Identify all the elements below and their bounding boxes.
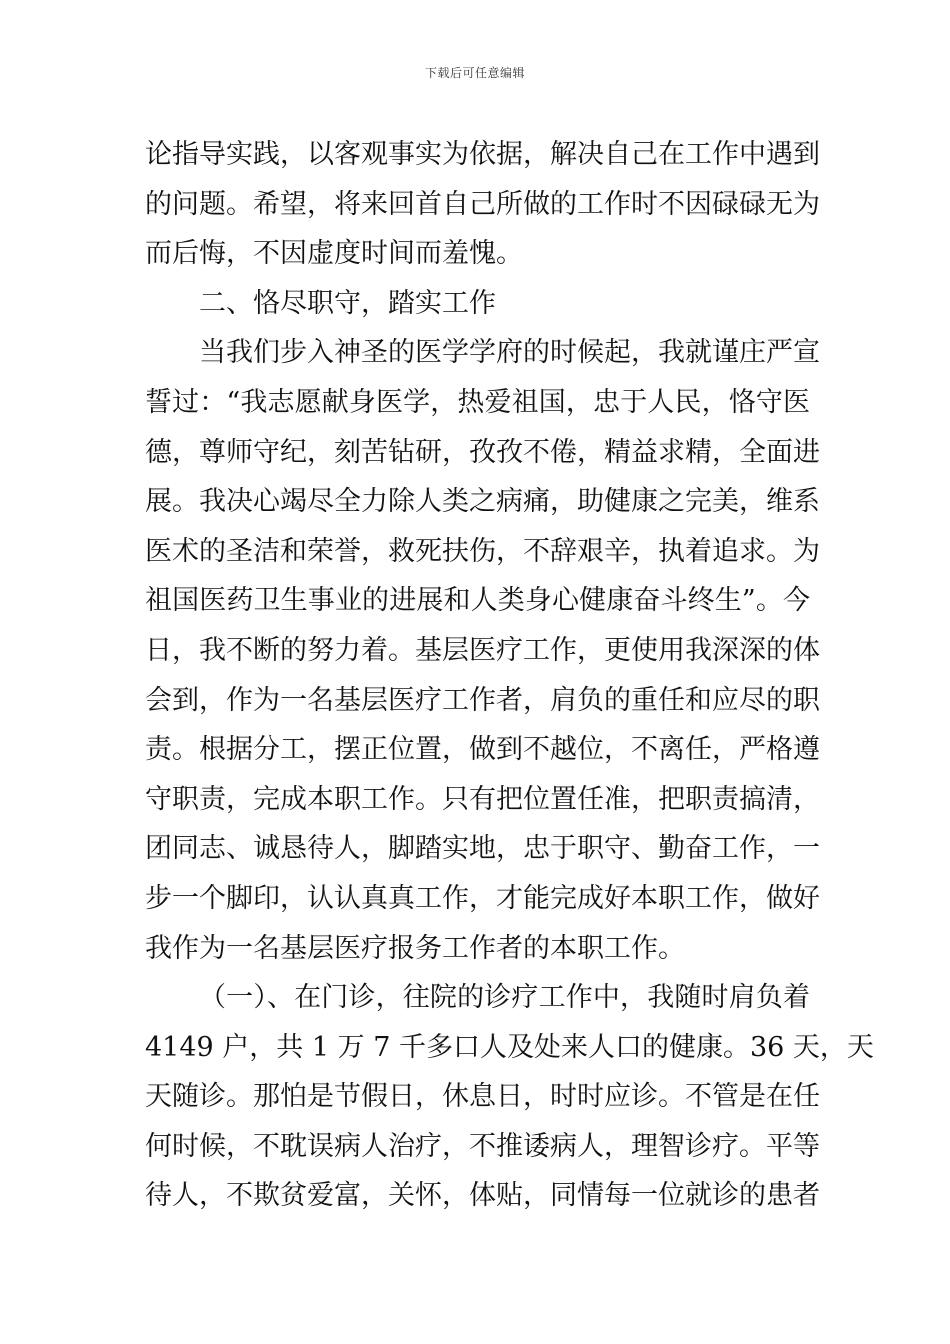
text-line: 医术的圣洁和荣誉，救死扶伤，不辞艰辛，执着追求。为 <box>145 535 820 567</box>
text-line: 会到，作为一名基层医疗工作者，肩负的重任和应尽的职 <box>145 684 820 716</box>
text-line: 天随诊。那怕是节假日，休息日，时时应诊。不管是在任 <box>145 1081 820 1113</box>
text-line: 而后悔，不因虚度时间而羞愧。 <box>145 238 523 270</box>
text-line: 的问题。希望，将来回首自己所做的工作时不因碌碌无为 <box>145 188 820 220</box>
text-line: 守职责，完成本职工作。只有把位置任准，把职责搞清， <box>145 783 820 815</box>
text-line: （一）、在门诊，往院的诊疗工作中，我随时肩负着 <box>199 982 810 1014</box>
text-line: 我作为一名基层医疗报务工作者的本职工作。 <box>145 932 685 964</box>
text-line: 步一个脚印，认认真真工作，才能完成好本职工作，做好 <box>145 882 820 914</box>
text-line: 4149 户，共 1 万 7 千多口人及处来人口的健康。36 天，天 <box>145 1031 874 1063</box>
text-line: 德，尊师守纪，刻苦钻研，孜孜不倦，精益求精，全面进 <box>145 436 820 468</box>
text-line: 誓过：“我志愿献身医学，热爱祖国，忠于人民，恪守医 <box>145 386 810 418</box>
text-line: 日，我不断的努力着。基层医疗工作，更使用我深深的体 <box>145 634 820 666</box>
text-line: 当我们步入神圣的医学学府的时候起，我就谨庄严宣 <box>199 337 820 369</box>
text-line: 责。根据分工，摆正位置，做到不越位，不离任，严格遵 <box>145 734 820 766</box>
body-text <box>145 130 874 1221</box>
text-line: 团同志、诚恳待人，脚踏实地，忠于职守、勤奋工作，一 <box>145 833 820 865</box>
text-line: 展。我决心竭尽全力除人类之病痛，助健康之完美，维系 <box>145 486 820 518</box>
text-line: 论指导实践，以客观事实为依据，解决自己在工作中遇到 <box>145 139 820 170</box>
text-line: 何时候，不耽误病人治疗，不推诿病人，理智诊疗。平等 <box>145 1130 820 1162</box>
text-line: 祖国医药卫生事业的进展和人类身心健康奋斗终生”。今 <box>145 585 810 617</box>
text-line: 二、恪尽职守，踏实工作 <box>199 287 496 319</box>
text-line: 待人，不欺贫爱富，关怀，体贴，同情每一位就诊的患者 <box>145 1180 820 1212</box>
page-header: 下载后可任意编辑 <box>424 66 525 80</box>
